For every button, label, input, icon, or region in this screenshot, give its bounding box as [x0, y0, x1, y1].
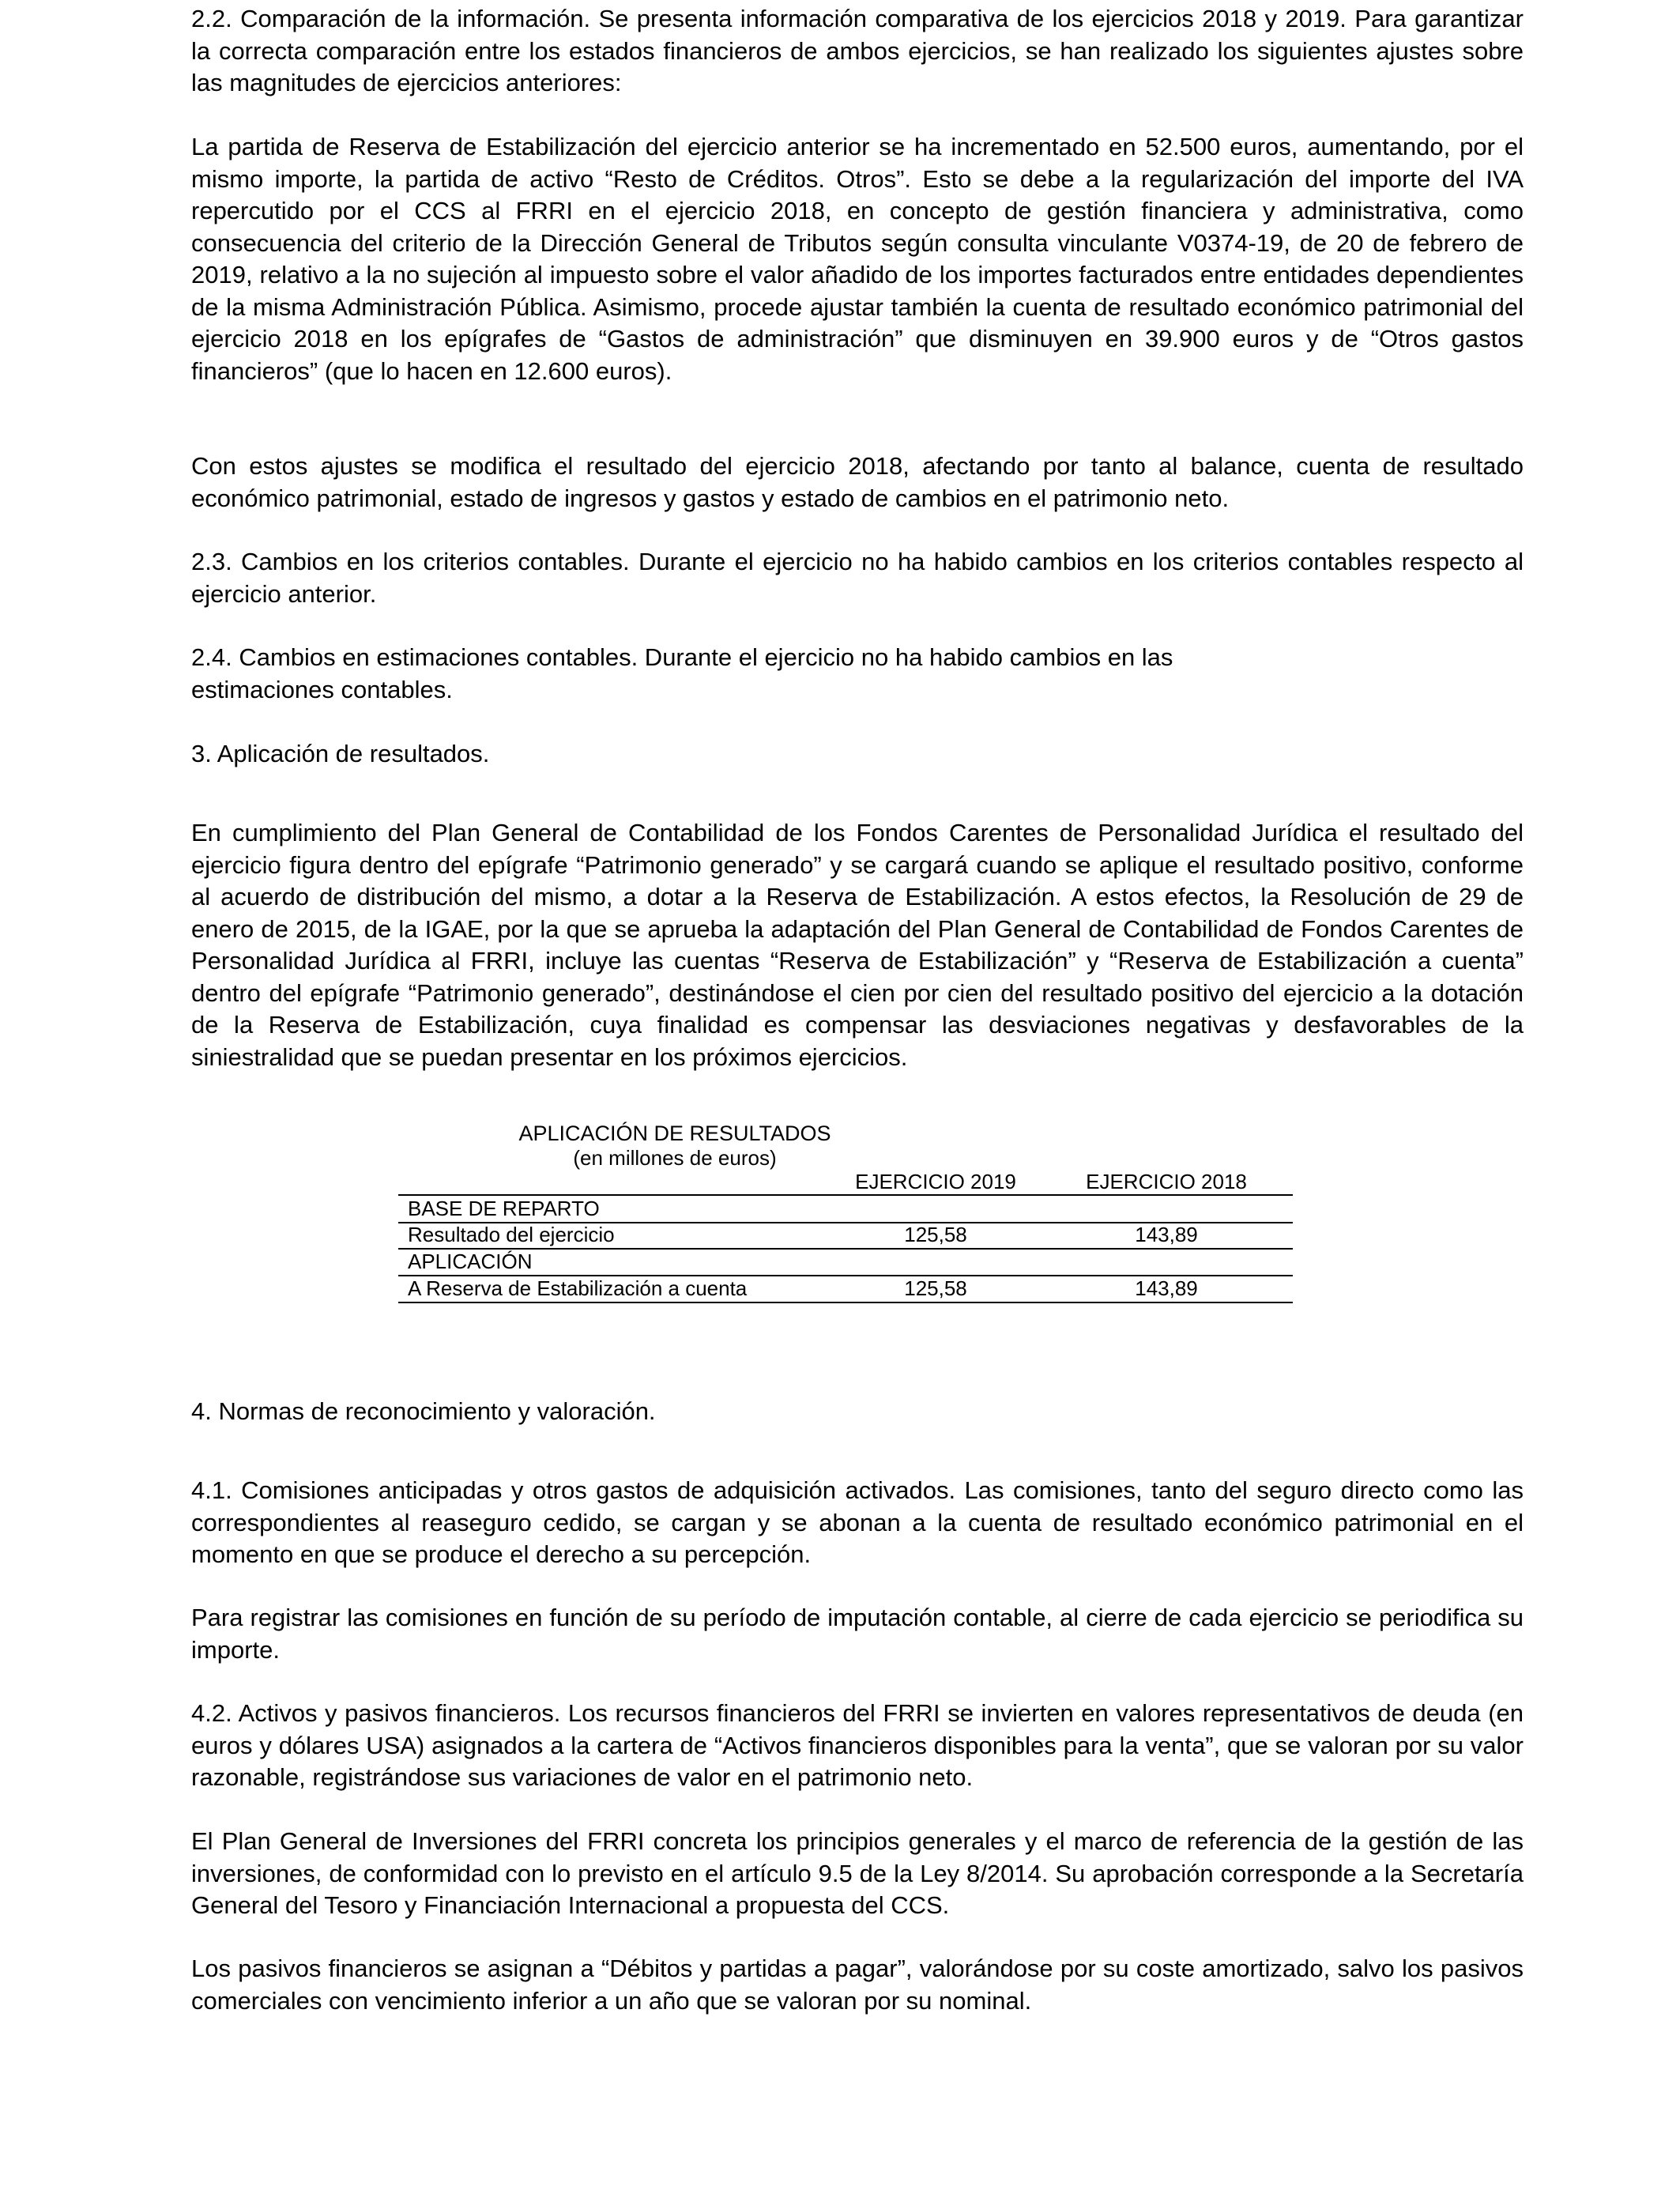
aplicacion-resultados-table: [398, 1121, 1293, 1310]
column-header-2019: EJERCICIO 2019: [855, 1170, 1016, 1193]
table-title: APLICACIÓN DE RESULTADOS: [518, 1122, 831, 1145]
paragraph-4-1-comisiones: 4.1. Comisiones anticipadas y otros gastos de adquisición activados. Las comisiones, tanto del seguro directo como las correspondientes al reaseguro cedido, se cargan y se abonan a la cuenta de resultado económico patrimonial en el momento en que se produce el derecho a su percepción.: [191, 1476, 1524, 1568]
paragraph-2-2-comparacion: 2.2. Comparación de la información. Se presenta información comparativa de los ejercicios 2018 y 2019. Para garantizar la correcta comparación entre los estados financieros de ambos ejercicios, se han realizado los siguientes ajustes sobre las magnitudes de ejercicios anteriores:: [191, 5, 1524, 96]
table-row: [398, 1249, 1293, 1276]
heading-3-aplicacion-resultados: 3. Aplicación de resultados.: [191, 740, 490, 767]
paragraph-ajustes-resultado: Con estos ajustes se modifica el resultado del ejercicio 2018, afectando por tanto al balance, cuenta de resultado económico patrimonial, estado de ingresos y gastos y estado de cambios en el patrimonio neto.: [191, 452, 1524, 512]
table-row: [398, 1276, 1293, 1303]
column-header-2018: EJERCICIO 2018: [1086, 1170, 1247, 1193]
paragraph-2-3-criterios: 2.3. Cambios en los criterios contables. Durante el ejercicio no ha habido cambios en los criterios contables respecto al ejercicio anterior.: [191, 548, 1524, 608]
paragraph-plan-general-inversiones: El Plan General de Inversiones del FRRI concreta los principios generales y el marco de referencia de la gestión de las inversiones, de conformidad con lo previsto en el artículo 9.5 de la Ley 8/2014. Su aprobación corresponde a la Secretaría General del Tesoro y Financiación Internacional a propuesta del CCS.: [191, 1827, 1524, 1919]
paragraph-4-2-activos-pasivos: 4.2. Activos y pasivos financieros. Los recursos financieros del FRRI se invierten en valores representativos de deuda (en euros y dólares USA) asignados a la cartera de “Activos financieros disponibles para la venta”, que se valoran por su valor razonable, registrándose sus variaciones de valor en el patrimonio neto.: [191, 1699, 1524, 1791]
paragraph-2-4-line-2: estimaciones contables.: [191, 675, 453, 703]
row-value-2018: 143,89: [1135, 1276, 1198, 1300]
paragraph-2-4-line-1: 2.4. Cambios en estimaciones contables. Durante el ejercicio no ha habido cambios en las: [191, 643, 1173, 671]
table-subtitle: (en millones de euros): [573, 1146, 777, 1170]
row-value-2018: 143,89: [1135, 1223, 1198, 1246]
paragraph-plan-general-contabilidad: En cumplimiento del Plan General de Contabilidad de los Fondos Carentes de Personalidad Jurídica el resultado del ejercicio figura dentro del epígrafe “Patrimonio generado” y se cargará cuando se aplique el resultado positivo, conforme al acuerdo de distribución del mismo, a dotar a la Reserva de Estabilización. A estos efectos, la Resolución de 29 de enero de 2015, de la IGAE, por la que se aprueba la adaptación del Plan General de Contabilidad de Fondos Carentes de Personalidad Jurídica al FRRI, incluye las cuentas “Reserva de Estabilización” y “Reserva de Estabilización a cuenta” dentro del epígrafe “Patrimonio generado”, destinándose el cien por cien del resultado positivo del ejercicio a la dotación de la Reserva de Estabilización, cuya finalidad es compensar las desviaciones negativas y desfavorables de la siniestralidad que se puedan presentar en los próximos ejercicios.: [191, 819, 1524, 1071]
row-value-2019: 125,58: [904, 1223, 967, 1246]
table-row: [398, 1222, 1293, 1250]
heading-4-normas-reconocimiento: 4. Normas de reconocimiento y valoración.: [191, 1397, 656, 1425]
row-value-2019: 125,58: [904, 1276, 967, 1300]
paragraph-2-4-estimaciones: [191, 642, 1524, 706]
table-row: [398, 1194, 1293, 1223]
row-label: BASE DE REPARTO: [408, 1197, 600, 1220]
row-label: Resultado del ejercicio: [408, 1223, 615, 1246]
paragraph-registrar-comisiones: Para registrar las comisiones en función de su período de imputación contable, al cierre de cada ejercicio se periodifica su importe.: [191, 1604, 1524, 1664]
paragraph-reserva-estabilizacion-ajuste: La partida de Reserva de Estabilización del ejercicio anterior se ha incrementado en 52.500 euros, aumentando, por el mismo importe, la partida de activo “Resto de Créditos. Otros”. Esto se debe a la regularización del importe del IVA repercutido por el CCS al FRRI en el ejercicio 2018, en concepto de gestión financiera y administrativa, como consecuencia del criterio de la Dirección General de Tributos según consulta vinculante V0374-19, de 20 de febrero de 2019, relativo a la no sujeción al impuesto sobre el valor añadido de los importes facturados entre entidades dependientes de la misma Administración Pública. Asimismo, procede ajustar también la cuenta de resultado económico patrimonial del ejercicio 2018 en los epígrafes de “Gastos de administración” que disminuyen en 39.900 euros y de “Otros gastos financieros” (que lo hacen en 12.600 euros).: [191, 133, 1524, 385]
row-label: APLICACIÓN: [408, 1250, 533, 1273]
paragraph-pasivos-financieros: Los pasivos financieros se asignan a “Débitos y partidas a pagar”, valorándose por su coste amortizado, salvo los pasivos comerciales con vencimiento inferior a un año que se valoran por su nominal.: [191, 1955, 1524, 2015]
row-label: A Reserva de Estabilización a cuenta: [408, 1276, 748, 1300]
